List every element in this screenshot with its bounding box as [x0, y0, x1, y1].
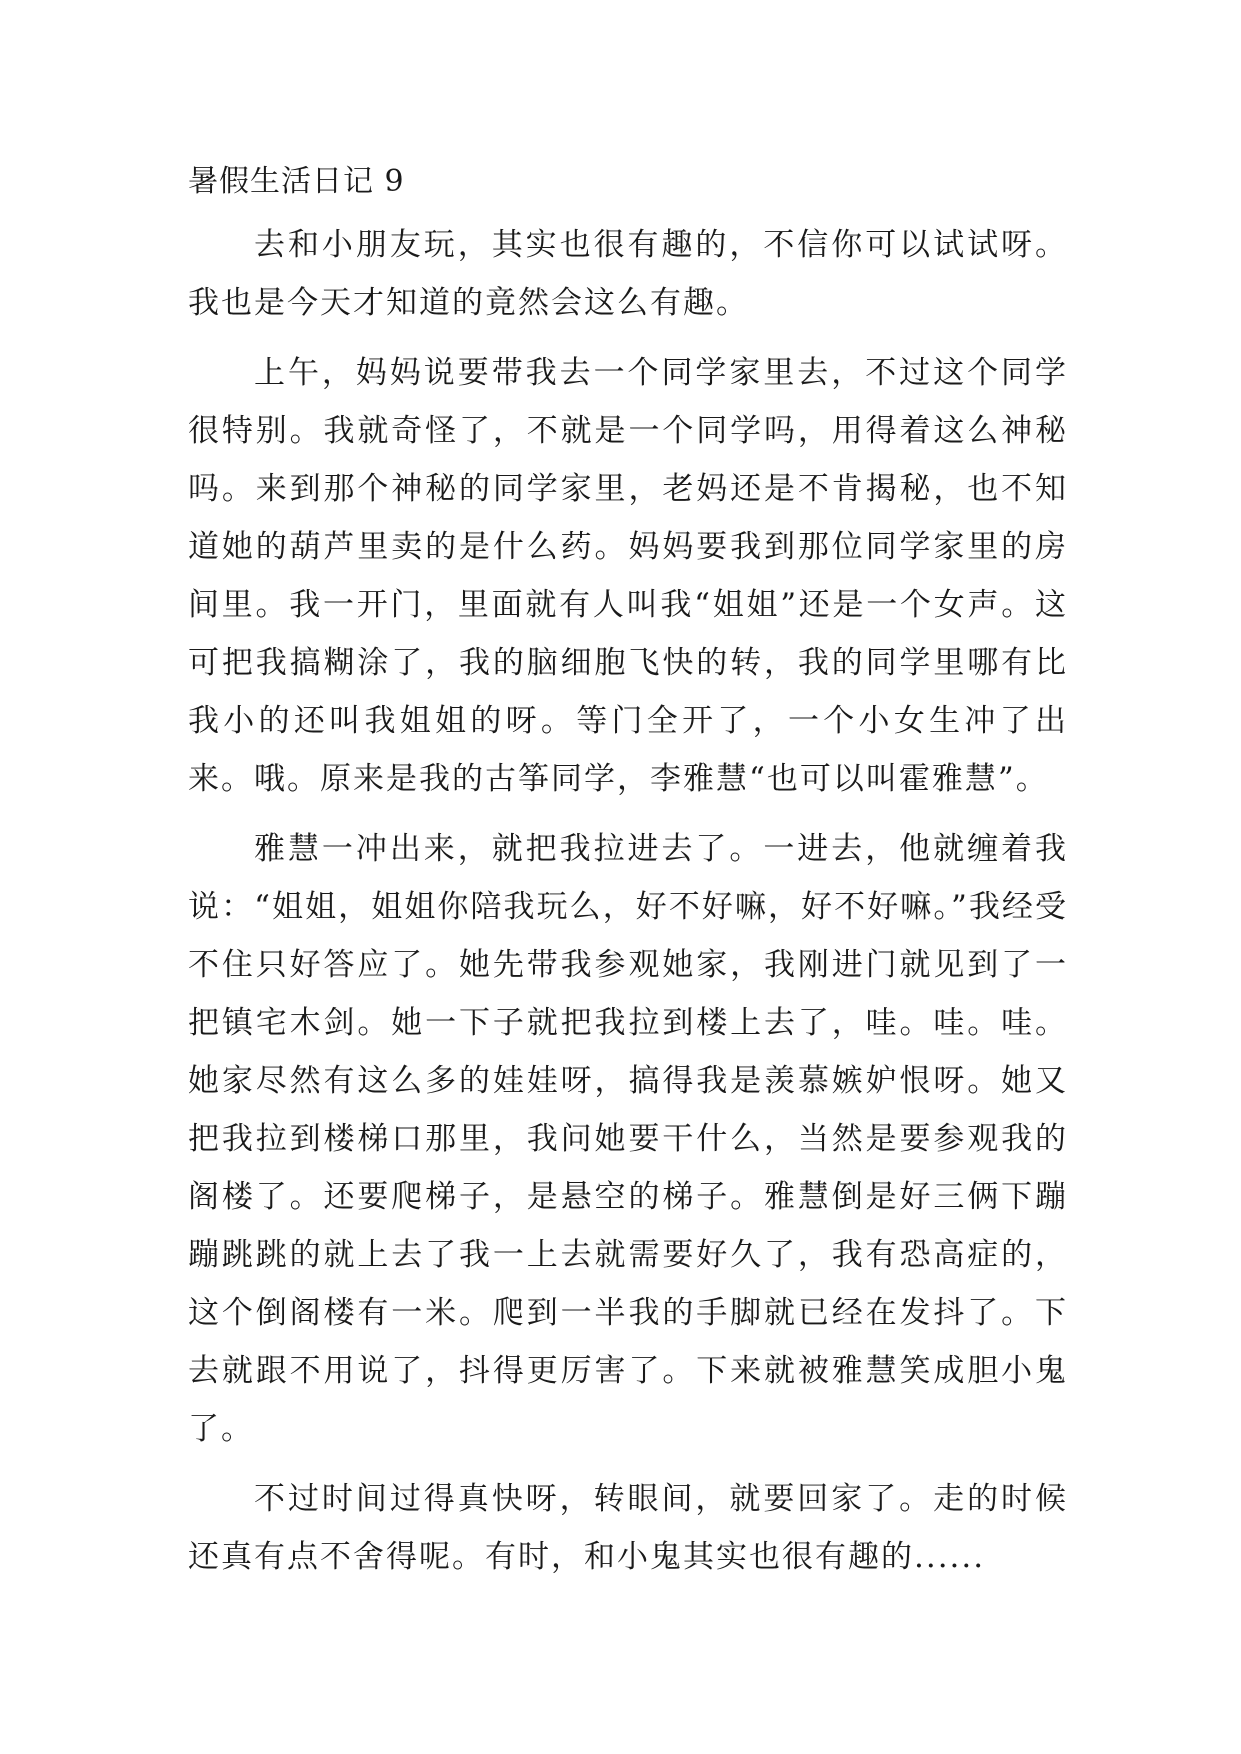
paragraph-3: 雅慧一冲出来，就把我拉进去了。一进去，他就缠着我说：“姐姐，姐姐你陪我玩么，好不好嘛，好不好嘛。”我经受不住只好答应了。她先带我参观她家，我刚进门就见到了一把镇宅木剑。她一下子就把我拉到楼上去了，哇。哇。哇。她家尽然有这么多的娃娃呀，搞得我是羡慕嫉妒恨呀。她又把我拉到楼梯口那里，我问她要干什么，当然是要参观我的阁楼了。还要爬梯子，是悬空的梯子。雅慧倒是好三俩下蹦蹦跳跳的就上去了我一上去就需要好久了，我有恐高症的，这个倒阁楼有一米。爬到一半我的手脚就已经在发抖了。下去就跟不用说了，抖得更厉害了。下来就被雅慧笑成胆小鬼了。 [188, 831, 1068, 1447]
paragraph-1: 去和小朋友玩，其实也很有趣的，不信你可以试试呀。我也是今天才知道的竟然会这么有趣。 [188, 227, 1068, 321]
paragraph-2: 上午，妈妈说要带我去一个同学家里去，不过这个同学很特别。我就奇怪了，不就是一个同学吗，用得着这么神秘吗。来到那个神秘的同学家里，老妈还是不肯揭秘，也不知道她的葫芦里卖的是什么药。妈妈要我到那位同学家里的房间里。我一开门，里面就有人叫我“姐姐”还是一个女声。这可把我搞糊涂了，我的脑细胞飞快的转，我的同学里哪有比我小的还叫我姐姐的呀。等门全开了，一个小女生冲了出来。哦。原来是我的古筝同学，李雅慧“也可以叫霍雅慧”。 [188, 355, 1068, 797]
paragraph-4: 不过时间过得真快呀，转眼间，就要回家了。走的时候还真有点不舍得呢。有时，和小鬼其实也很有趣的...... [188, 1481, 1068, 1575]
document-page [188, 160, 1068, 1586]
document-title: 暑假生活日记 9 [188, 164, 405, 199]
